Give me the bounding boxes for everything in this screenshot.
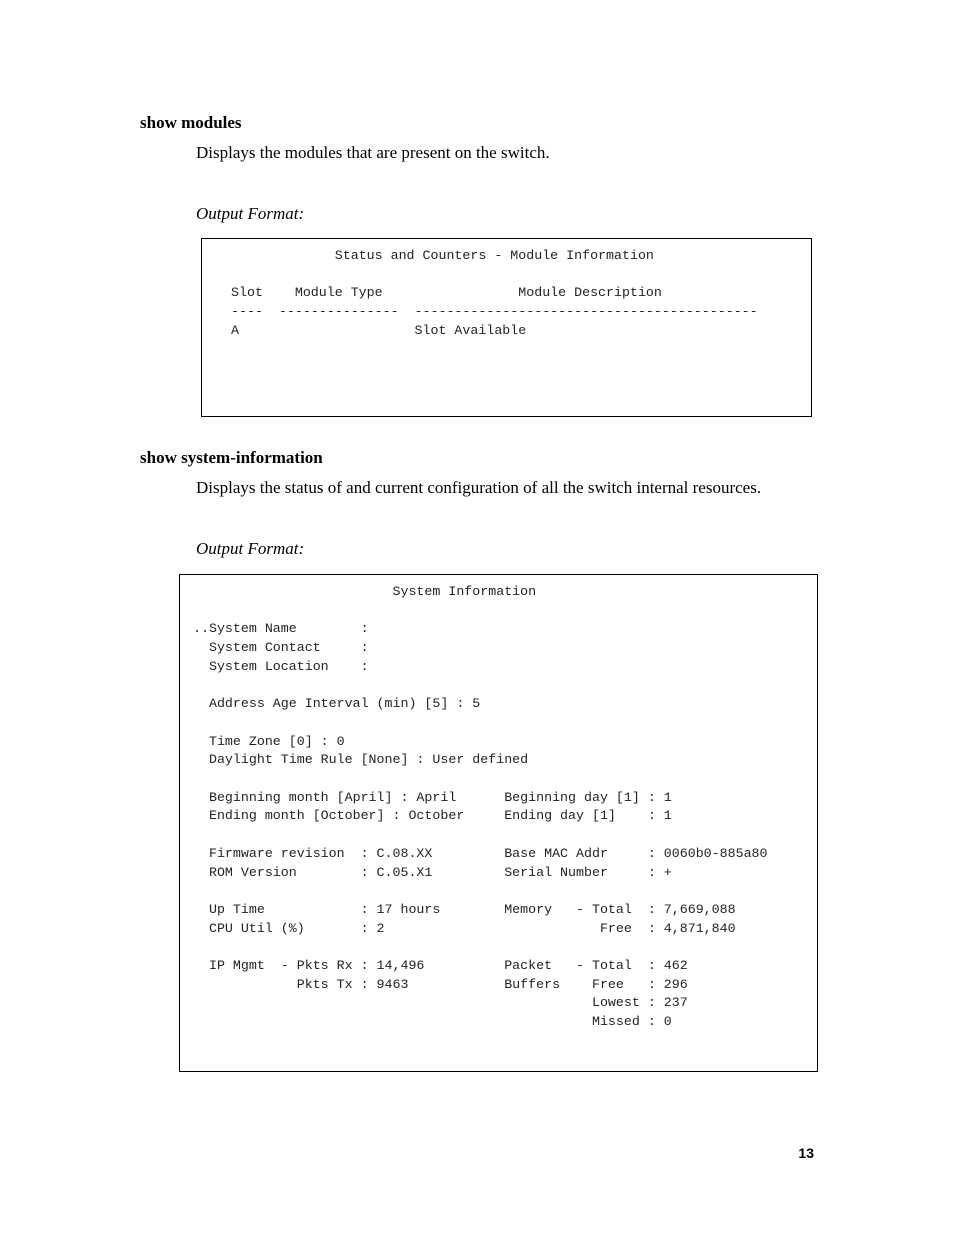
page-number: 13 xyxy=(798,1145,814,1161)
system-output-line: ..System Name : xyxy=(193,621,369,636)
output-format-label-modules: Output Format: xyxy=(196,204,305,223)
system-output-line: System Information xyxy=(193,584,537,599)
section-heading-show-modules: show modules xyxy=(140,113,242,132)
section-description-show-modules: Displays the modules that are present on the switch. xyxy=(196,143,550,162)
system-output-line: CPU Util (%) : 2 Free : 4,871,840 xyxy=(193,921,736,936)
system-output-line: Beginning month [April] : April Beginning day [1] : 1 xyxy=(193,790,672,805)
system-output-line: ROM Version : C.05.X1 Serial Number : + xyxy=(193,865,672,880)
system-output-line: Address Age Interval (min) [5] : 5 xyxy=(193,696,481,711)
system-output-box xyxy=(179,574,818,1072)
system-output-line: Time Zone [0] : 0 xyxy=(193,734,345,749)
system-output-line: Lowest : 237 xyxy=(193,995,688,1010)
system-output-line: System Location : xyxy=(193,659,369,674)
module-output-line: ---- --------------- ------------------------------------------- xyxy=(231,304,758,319)
module-output-box xyxy=(201,238,812,417)
system-output-line: Pkts Tx : 9463 Buffers Free : 296 xyxy=(193,977,688,992)
system-output-line: IP Mgmt - Pkts Rx : 14,496 Packet - Total : 462 xyxy=(193,958,688,973)
system-output-line: Ending month [October] : October Ending day [1] : 1 xyxy=(193,808,672,823)
module-output-line: Slot Module Type Module Description xyxy=(231,285,662,300)
output-format-label-system: Output Format: xyxy=(196,539,305,558)
section-heading-show-system-information: show system-information xyxy=(140,448,323,467)
section-description-show-system-information: Displays the status of and current configuration of all the switch internal resources. xyxy=(196,478,762,497)
module-output-line: A Slot Available xyxy=(231,323,527,338)
system-output-line: Firmware revision : C.08.XX Base MAC Addr : 0060b0-885a80 xyxy=(193,846,768,861)
system-output-line: Missed : 0 xyxy=(193,1014,672,1029)
system-output-line: Up Time : 17 hours Memory - Total : 7,669,088 xyxy=(193,902,736,917)
module-output-line: Status and Counters - Module Information xyxy=(231,248,654,263)
system-output-line: System Contact : xyxy=(193,640,369,655)
system-output-line: Daylight Time Rule [None] : User defined xyxy=(193,752,529,767)
